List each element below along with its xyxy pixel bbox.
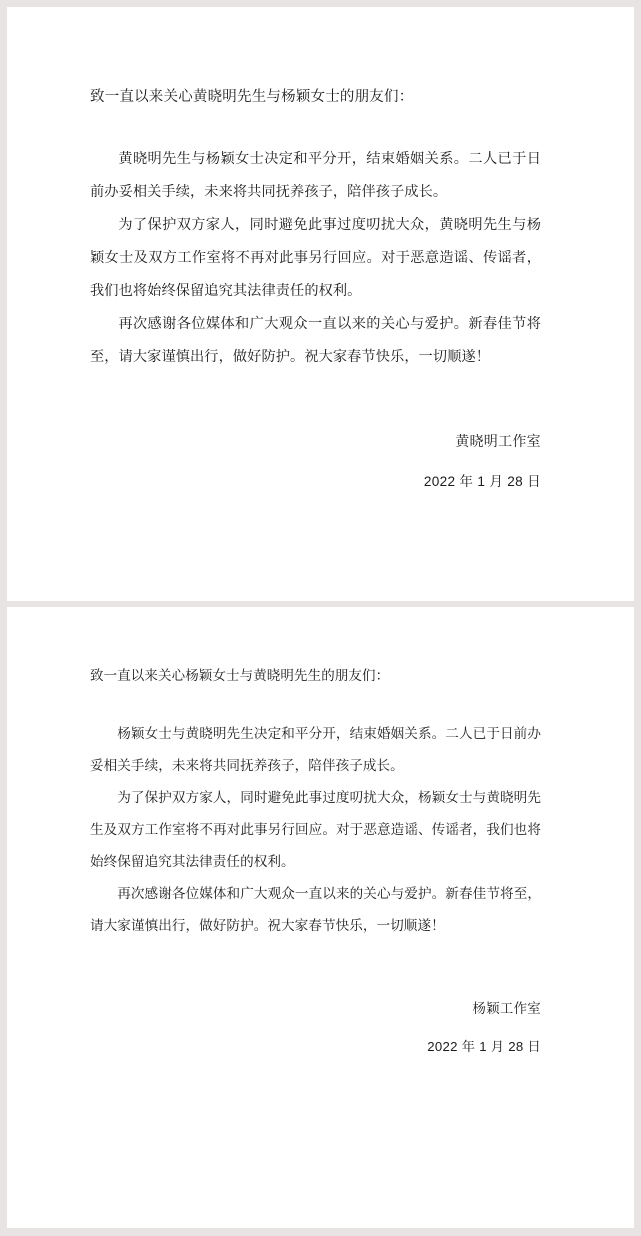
signature-block: [90, 431, 541, 490]
statement-paragraph: 为了保护双方家人，同时避免此事过度叨扰大众，杨颖女士与黄晓明先生及双方工作室将不再对此事另行回应。对于恶意造谣、传谣者，我们也将始终保留追究其法律责任的权利。: [90, 790, 541, 870]
statement-body: [90, 718, 541, 942]
signature-name: 杨颖工作室: [472, 1001, 541, 1017]
statement-content: [7, 607, 634, 1055]
statement-content: [7, 7, 634, 490]
signature-date: 2022 年 1 月 28 日: [427, 1039, 541, 1055]
statement-paragraph: 再次感谢各位媒体和广大观众一直以来的关心与爱护。新春佳节将至，请大家谨慎出行，做好防护。祝大家春节快乐，一切顺遂！: [90, 886, 541, 934]
salutation: 致一直以来关心杨颖女士与黄晓明先生的朋友们：: [90, 668, 390, 683]
statement-card-huang-xiaoming: [7, 7, 634, 601]
statement-paragraph: 再次感谢各位媒体和广大观众一直以来的关心与爱护。新春佳节将至，请大家谨慎出行，做好防护。祝大家春节快乐，一切顺遂！: [90, 315, 541, 365]
signature-name: 黄晓明工作室: [455, 432, 541, 449]
statement-body: [90, 143, 541, 374]
statement-paragraph: 黄晓明先生与杨颖女士决定和平分开，结束婚姻关系。二人已于日前办妥相关手续，未来将共同抚养孩子，陪伴孩子成长。: [90, 150, 541, 200]
statement-card-yang-ying: [7, 607, 634, 1228]
statement-paragraph: 杨颖女士与黄晓明先生决定和平分开，结束婚姻关系。二人已于日前办妥相关手续，未来将共同抚养孩子，陪伴孩子成长。: [90, 726, 541, 774]
salutation: 致一直以来关心黄晓明先生与杨颖女士的朋友们：: [90, 89, 414, 105]
signature-date: 2022 年 1 月 28 日: [423, 473, 541, 489]
statement-paragraph: 为了保护双方家人，同时避免此事过度叨扰大众，黄晓明先生与杨颖女士及双方工作室将不再对此事另行回应。对于恶意造谣、传谣者，我们也将始终保留追究其法律责任的权利。: [90, 216, 541, 299]
signature-block: [90, 998, 541, 1055]
